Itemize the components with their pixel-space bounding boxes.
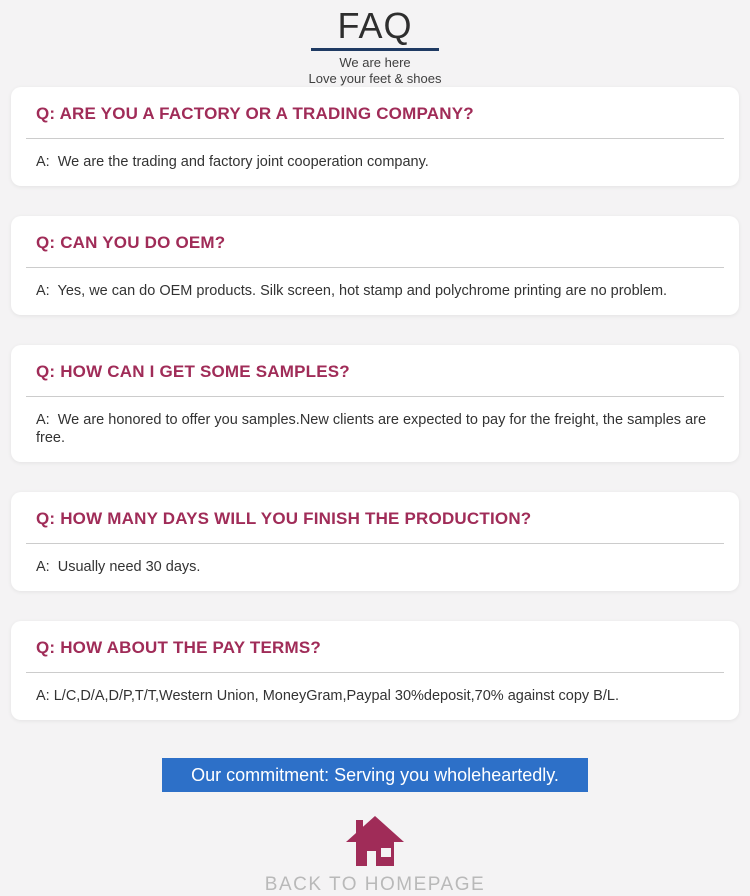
header-subtitle-1: We are here — [339, 55, 411, 70]
faq-answer: A: Yes, we can do OEM products. Silk screen, hot stamp and polychrome printing are no problem. — [36, 283, 668, 299]
home-icon[interactable] — [265, 816, 485, 866]
back-to-homepage-label[interactable]: BACK TO HOMEPAGE — [264, 874, 486, 895]
footer — [0, 816, 750, 896]
question-divider — [26, 138, 724, 139]
faq-question: Q: HOW CAN I GET SOME SAMPLES? — [36, 362, 350, 381]
question-divider — [26, 672, 724, 673]
faq-question: Q: HOW ABOUT THE PAY TERMS? — [36, 638, 321, 657]
faq-card-3 — [11, 345, 739, 462]
faq-card-2 — [11, 216, 739, 315]
faq-answer: A: We are the trading and factory joint cooperation company. — [36, 154, 429, 170]
question-divider — [26, 396, 724, 397]
commitment-banner: Our commitment: Serving you wholeheartedly. — [162, 758, 588, 792]
faq-answer: A: L/C,D/A,D/P,T/T,Western Union, MoneyGram,Paypal 30%deposit,70% against copy B/L. — [36, 688, 619, 704]
back-to-homepage-link[interactable] — [265, 816, 485, 896]
faq-answer: A: Usually need 30 days. — [36, 559, 201, 575]
faq-question: Q: HOW MANY DAYS WILL YOU FINISH THE PRODUCTION? — [36, 509, 532, 528]
faq-question: Q: CAN YOU DO OEM? — [36, 233, 226, 252]
faq-card-1 — [11, 87, 739, 186]
page-title: FAQ — [337, 5, 413, 46]
title-underline — [311, 48, 439, 51]
faq-card-4 — [11, 492, 739, 591]
question-divider — [26, 267, 724, 268]
question-divider — [26, 543, 724, 544]
faq-answer: A: We are honored to offer you samples.New clients are expected to pay for the freight, the samples are free. — [36, 412, 711, 446]
faq-card-5 — [11, 621, 739, 720]
header-subtitle-2: Love your feet & shoes — [308, 71, 442, 86]
faq-question: Q: ARE YOU A FACTORY OR A TRADING COMPANY? — [36, 104, 474, 123]
faq-header — [0, 0, 750, 87]
